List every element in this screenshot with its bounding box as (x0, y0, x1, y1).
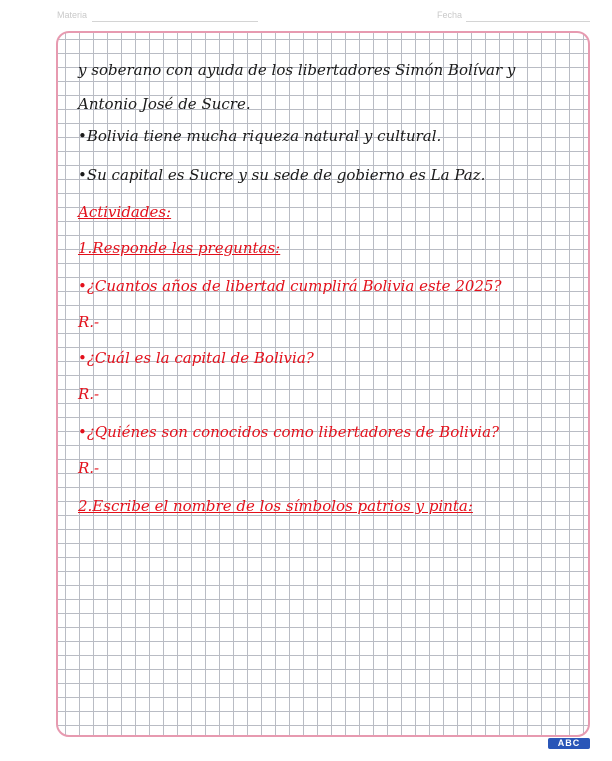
answer-3: R.- (78, 459, 100, 477)
instruction-2: 2.Escribe el nombre de los símbolos patrios y pinta: (78, 497, 473, 515)
answer-2: R.- (78, 385, 100, 403)
text-line-1: y soberano con ayuda de los libertadores Simón Bolívar y (78, 61, 516, 79)
materia-blank-line (92, 21, 258, 22)
fecha-blank-line (466, 21, 590, 22)
page-header (0, 10, 612, 26)
materia-label: Materia (57, 10, 88, 20)
bullet-capital: •Su capital es Sucre y su sede de gobierno es La Paz. (78, 166, 486, 184)
activities-heading: Actividades: (78, 203, 172, 221)
question-2: •¿Cuál es la capital de Bolivia? (78, 349, 314, 367)
bullet-riqueza: •Bolivia tiene mucha riqueza natural y cultural. (78, 127, 442, 145)
fecha-label: Fecha (437, 10, 463, 20)
text-line-2: Antonio José de Sucre. (78, 95, 251, 113)
answer-1: R.- (78, 313, 100, 331)
publisher-logo: ABC (548, 738, 590, 749)
question-3: •¿Quiénes son conocidos como libertadores de Bolivia? (78, 423, 500, 441)
instruction-1: 1.Responde las preguntas: (78, 239, 281, 257)
grid-notebook-page (56, 31, 590, 737)
question-1: •¿Cuantos años de libertad cumplirá Bolivia este 2025? (78, 277, 502, 295)
